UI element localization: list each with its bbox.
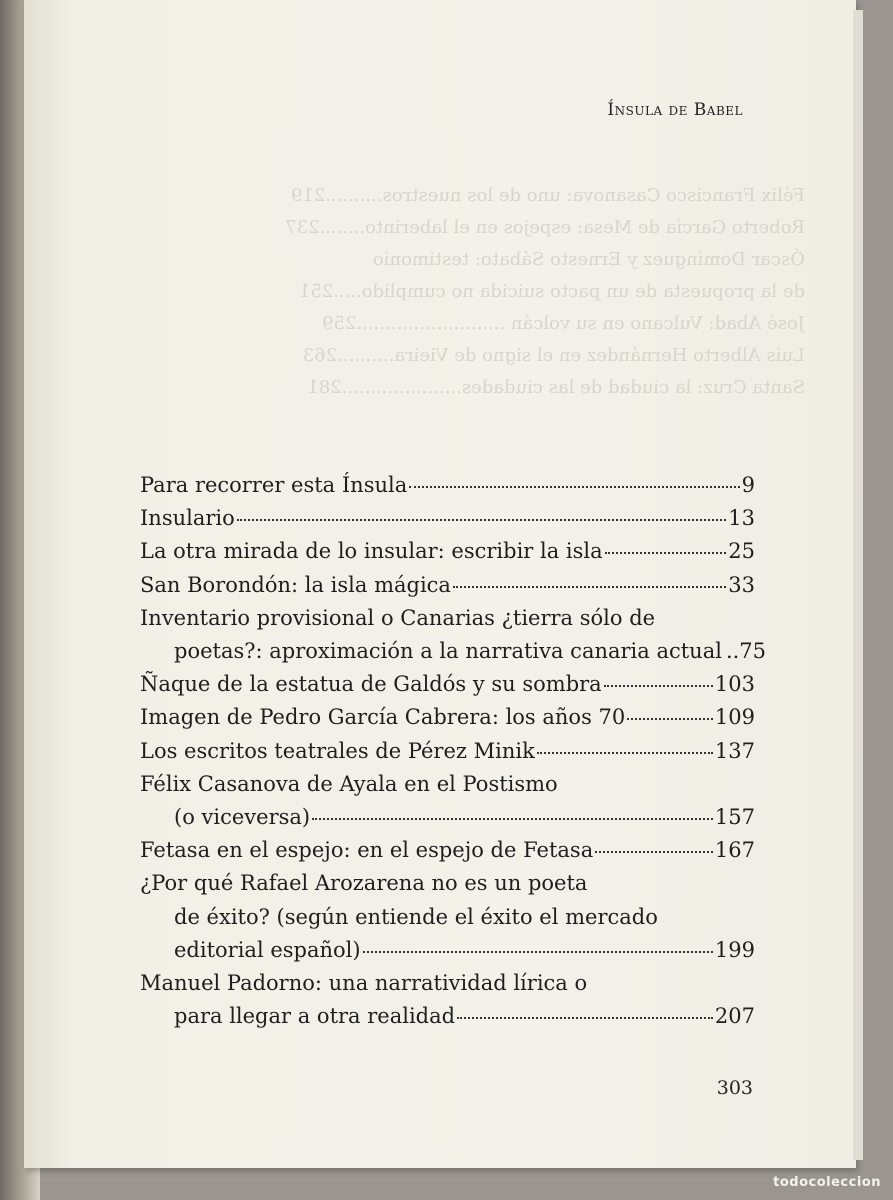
show-through-line: José Abad: Vulcano en su volcán ..........................259 <box>322 313 805 334</box>
toc-entry <box>140 502 755 535</box>
toc-page-number: 33 <box>728 572 755 597</box>
dot-leader <box>237 519 727 521</box>
toc-title: editorial español) <box>174 937 361 962</box>
dot-leader <box>627 718 713 720</box>
toc-line <box>140 901 755 934</box>
toc-entry <box>140 535 755 568</box>
dot-leader <box>595 851 713 853</box>
toc-line <box>140 834 755 867</box>
toc-title: poetas?: aproximación a la narrativa canaria actual <box>174 639 722 664</box>
toc-page-number: 199 <box>714 937 755 962</box>
dot-leader <box>312 818 713 820</box>
toc-page-number: 109 <box>714 705 755 730</box>
toc-entry <box>140 701 755 734</box>
show-through-line: Roberto García de Mesa: espejos en el laberinto........237 <box>285 217 805 238</box>
toc-title: de éxito? (según entiende el éxito el mercado <box>174 904 658 929</box>
toc-title: Ñaque de la estatua de Galdós y su sombra <box>140 672 602 697</box>
toc-entry <box>140 469 755 502</box>
toc-page-number: 25 <box>728 539 755 564</box>
toc-page-number: 157 <box>714 805 755 830</box>
toc-title: La otra mirada de lo insular: escribir la isla <box>140 539 603 564</box>
toc-title: para llegar a otra realidad <box>174 1004 456 1029</box>
toc-line <box>140 801 755 834</box>
toc-entry <box>140 834 755 867</box>
toc-line <box>140 934 755 967</box>
toc-page-number: 167 <box>714 838 755 863</box>
toc-entry <box>140 569 755 602</box>
toc-line <box>140 701 755 734</box>
toc-title: Para recorrer esta Ínsula <box>140 473 408 497</box>
dot-leader <box>605 552 727 554</box>
toc-entry <box>140 967 755 1033</box>
toc-page-number: 137 <box>714 738 755 763</box>
toc-line <box>140 867 755 900</box>
table-of-contents <box>140 469 767 1033</box>
toc-title: Inventario provisional o Canarias ¿tierra sólo de <box>140 605 656 630</box>
toc-title: Los escritos teatrales de Pérez Minik <box>140 738 535 763</box>
toc-line <box>140 535 755 568</box>
toc-title: Insulario <box>140 506 235 531</box>
dot-leader <box>537 752 713 754</box>
dot-leader <box>453 586 726 588</box>
toc-line <box>140 602 755 635</box>
toc-page-number: 9 <box>741 473 755 497</box>
toc-line <box>140 668 755 701</box>
toc-entry <box>140 602 767 668</box>
toc-page-number: 207 <box>714 1004 755 1029</box>
page-number: 303 <box>716 1077 753 1099</box>
toc-line <box>140 768 755 801</box>
watermark: todocoleccion <box>773 1175 881 1190</box>
page-edges <box>853 10 863 1160</box>
toc-line <box>140 502 755 535</box>
toc-line <box>140 469 755 502</box>
toc-title: Félix Casanova de Ayala en el Postismo <box>140 771 558 796</box>
toc-line <box>140 569 755 602</box>
toc-line <box>140 1000 755 1033</box>
toc-title: (o viceversa) <box>174 805 311 830</box>
dot-leader <box>457 1017 713 1019</box>
toc-entry <box>140 768 755 834</box>
show-through-line: Santa Cruz: la ciudad de las ciudades.....................281 <box>307 377 805 398</box>
toc-title: Manuel Padorno: una narratividad lírica o <box>140 971 588 996</box>
dot-leader <box>409 486 739 488</box>
toc-title: Imagen de Pedro García Cabrera: los años 70 <box>140 705 626 730</box>
show-through-line: de la propuesta de un pacto suicida no cumplido.....251 <box>298 281 805 302</box>
toc-page-number: 103 <box>714 672 755 697</box>
toc-line <box>140 967 755 1000</box>
toc-title: ¿Por qué Rafael Arozarena no es un poeta <box>140 871 588 896</box>
toc-entry <box>140 735 755 768</box>
show-through-line: Luis Alberto Hernández en el signo de Vieira..........263 <box>302 345 805 366</box>
show-through-line: Félix Francisco Casanova: uno de los nuestros..........219 <box>290 185 805 206</box>
running-head: Ínsula de Babel <box>607 100 743 120</box>
dot-leader <box>363 951 713 953</box>
show-through-text <box>205 180 805 404</box>
toc-page-number: ..75 <box>725 639 767 664</box>
toc-entry <box>140 668 755 701</box>
toc-line <box>140 635 767 668</box>
toc-page-number: 13 <box>728 506 755 531</box>
show-through-line: Óscar Domínguez y Ernesto Sábato: testimonio <box>372 249 805 270</box>
toc-entry <box>140 867 755 967</box>
toc-title: San Borondón: la isla mágica <box>140 572 451 597</box>
toc-title: Fetasa en el espejo: en el espejo de Fetasa <box>140 838 594 863</box>
dot-leader <box>604 685 713 687</box>
toc-line <box>140 735 755 768</box>
